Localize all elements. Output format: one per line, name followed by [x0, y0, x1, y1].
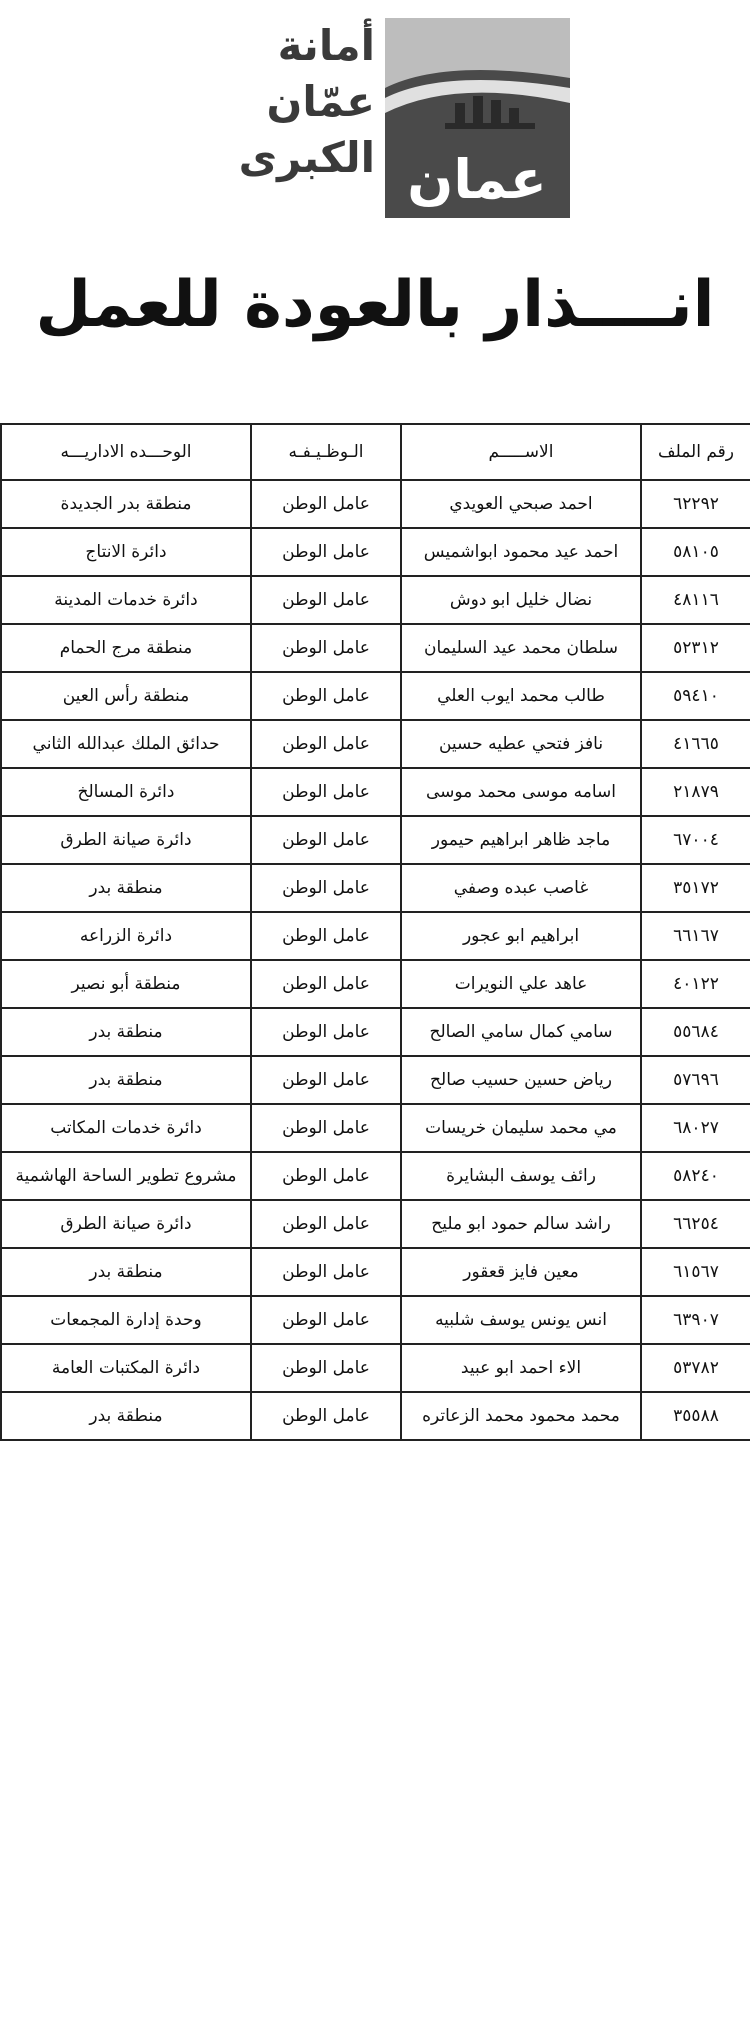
cell-job: عامل الوطن: [251, 1392, 401, 1440]
cell-name: عاهد علي النويرات: [401, 960, 641, 1008]
table-row: [1, 624, 750, 672]
table-row: [1, 1248, 750, 1296]
cell-file-number: ٥٧٦٩٦: [641, 1056, 750, 1104]
cell-name: مي محمد سليمان خريسات: [401, 1104, 641, 1152]
cell-name: رياض حسين حسيب صالح: [401, 1056, 641, 1104]
table-row: [1, 672, 750, 720]
header-name: الاســـــم: [401, 424, 641, 480]
cell-file-number: ٦٦٢٥٤: [641, 1200, 750, 1248]
cell-file-number: ٢١٨٧٩: [641, 768, 750, 816]
cell-job: عامل الوطن: [251, 480, 401, 528]
cell-admin-unit: دائرة صيانة الطرق: [1, 1200, 251, 1248]
cell-job: عامل الوطن: [251, 960, 401, 1008]
emblem-mark-text: عمان: [407, 148, 547, 211]
table-row: [1, 1296, 750, 1344]
table-row: [1, 768, 750, 816]
cell-admin-unit: دائرة الزراعه: [1, 912, 251, 960]
cell-admin-unit: منطقة مرج الحمام: [1, 624, 251, 672]
logo-text: [200, 18, 375, 186]
cell-admin-unit: وحدة إدارة المجمعات: [1, 1296, 251, 1344]
cell-file-number: ٤٨١١٦: [641, 576, 750, 624]
cell-name: معين فايز قعقور: [401, 1248, 641, 1296]
cell-job: عامل الوطن: [251, 1200, 401, 1248]
cell-file-number: ٣٥١٧٢: [641, 864, 750, 912]
employee-table-wrap: [0, 423, 750, 1441]
table-row: [1, 816, 750, 864]
cell-name: رائف يوسف البشايرة: [401, 1152, 641, 1200]
cell-job: عامل الوطن: [251, 1056, 401, 1104]
cell-admin-unit: مشروع تطوير الساحة الهاشمية: [1, 1152, 251, 1200]
cell-admin-unit: منطقة بدر الجديدة: [1, 480, 251, 528]
cell-file-number: ٥٥٦٨٤: [641, 1008, 750, 1056]
table-row: [1, 864, 750, 912]
cell-admin-unit: دائرة صيانة الطرق: [1, 816, 251, 864]
cell-file-number: ٤٠١٢٢: [641, 960, 750, 1008]
cell-file-number: ٦٢٢٩٢: [641, 480, 750, 528]
cell-admin-unit: دائرة المكتبات العامة: [1, 1344, 251, 1392]
cell-file-number: ٥٨١٠٥: [641, 528, 750, 576]
cell-file-number: ٥٣٧٨٢: [641, 1344, 750, 1392]
employee-table: [0, 423, 750, 1441]
cell-admin-unit: دائرة الانتاج: [1, 528, 251, 576]
table-row: [1, 1392, 750, 1440]
cell-job: عامل الوطن: [251, 768, 401, 816]
cell-file-number: ٦٧٠٠٤: [641, 816, 750, 864]
cell-admin-unit: دائرة خدمات المدينة: [1, 576, 251, 624]
cell-file-number: ٥٩٤١٠: [641, 672, 750, 720]
cell-file-number: ٥٢٣١٢: [641, 624, 750, 672]
cell-job: عامل الوطن: [251, 864, 401, 912]
cell-job: عامل الوطن: [251, 816, 401, 864]
cell-name: احمد صبحي العويدي: [401, 480, 641, 528]
cell-name: اسامه موسى محمد موسى: [401, 768, 641, 816]
logo-line-1: أمانة: [277, 21, 375, 70]
table-row: [1, 576, 750, 624]
cell-file-number: ٦٣٩٠٧: [641, 1296, 750, 1344]
cell-file-number: ٥٨٢٤٠: [641, 1152, 750, 1200]
header-file-number: رقم الملف: [641, 424, 750, 480]
cell-admin-unit: حدائق الملك عبدالله الثاني: [1, 720, 251, 768]
header-admin-unit: الوحـــده الاداريـــه: [1, 424, 251, 480]
cell-admin-unit: دائرة المسالخ: [1, 768, 251, 816]
cell-name: نافز فتحي عطيه حسين: [401, 720, 641, 768]
cell-admin-unit: منطقة بدر: [1, 864, 251, 912]
cell-job: عامل الوطن: [251, 1008, 401, 1056]
cell-job: عامل الوطن: [251, 1344, 401, 1392]
cell-name: ابراهيم ابو عجور: [401, 912, 641, 960]
cell-name: غاصب عبده وصفي: [401, 864, 641, 912]
cell-admin-unit: منطقة بدر: [1, 1392, 251, 1440]
page-title: انــــذار بالعودة للعمل: [35, 268, 715, 342]
cell-admin-unit: منطقة رأس العين: [1, 672, 251, 720]
cell-file-number: ٤١٦٦٥: [641, 720, 750, 768]
table-row: [1, 480, 750, 528]
table-row: [1, 1344, 750, 1392]
cell-file-number: ٦٦١٦٧: [641, 912, 750, 960]
table-row: [1, 528, 750, 576]
table-row: [1, 1008, 750, 1056]
header-job: الـوظـيـفـه: [251, 424, 401, 480]
cell-admin-unit: منطقة أبو نصير: [1, 960, 251, 1008]
table-row: [1, 960, 750, 1008]
cell-file-number: ٣٥٥٨٨: [641, 1392, 750, 1440]
cell-name: محمد محمود محمد الزعاتره: [401, 1392, 641, 1440]
table-row: [1, 1056, 750, 1104]
cell-admin-unit: منطقة بدر: [1, 1056, 251, 1104]
cell-name: نضال خليل ابو دوش: [401, 576, 641, 624]
cell-job: عامل الوطن: [251, 528, 401, 576]
cell-admin-unit: دائرة خدمات المكاتب: [1, 1104, 251, 1152]
cell-file-number: ٦٨٠٢٧: [641, 1104, 750, 1152]
cell-name: احمد عيد محمود ابواشميس: [401, 528, 641, 576]
cell-job: عامل الوطن: [251, 1248, 401, 1296]
cell-admin-unit: منطقة بدر: [1, 1248, 251, 1296]
cell-name: الاء احمد ابو عبيد: [401, 1344, 641, 1392]
amman-logo: [200, 18, 570, 218]
table-row: [1, 1200, 750, 1248]
cell-job: عامل الوطن: [251, 1152, 401, 1200]
table-row: [1, 1152, 750, 1200]
cell-name: سلطان محمد عيد السليمان: [401, 624, 641, 672]
table-row: [1, 912, 750, 960]
cell-name: انس يونس يوسف شلبيه: [401, 1296, 641, 1344]
amman-emblem-icon: [385, 18, 570, 218]
table-row: [1, 1104, 750, 1152]
cell-job: عامل الوطن: [251, 720, 401, 768]
table-header-row: [1, 424, 750, 480]
cell-name: راشد سالم حمود ابو مليح: [401, 1200, 641, 1248]
cell-job: عامل الوطن: [251, 672, 401, 720]
table-row: [1, 720, 750, 768]
logo-line-3: الكبرى: [238, 133, 375, 182]
cell-file-number: ٦١٥٦٧: [641, 1248, 750, 1296]
cell-job: عامل الوطن: [251, 1296, 401, 1344]
cell-name: طالب محمد ايوب العلي: [401, 672, 641, 720]
table-body: [1, 480, 750, 1440]
cell-job: عامل الوطن: [251, 912, 401, 960]
cell-job: عامل الوطن: [251, 576, 401, 624]
logo-line-2: عمّان: [266, 77, 375, 126]
cell-admin-unit: منطقة بدر: [1, 1008, 251, 1056]
cell-name: ماجد ظاهر ابراهيم حيمور: [401, 816, 641, 864]
cell-job: عامل الوطن: [251, 1104, 401, 1152]
cell-name: سامي كمال سامي الصالح: [401, 1008, 641, 1056]
cell-job: عامل الوطن: [251, 624, 401, 672]
